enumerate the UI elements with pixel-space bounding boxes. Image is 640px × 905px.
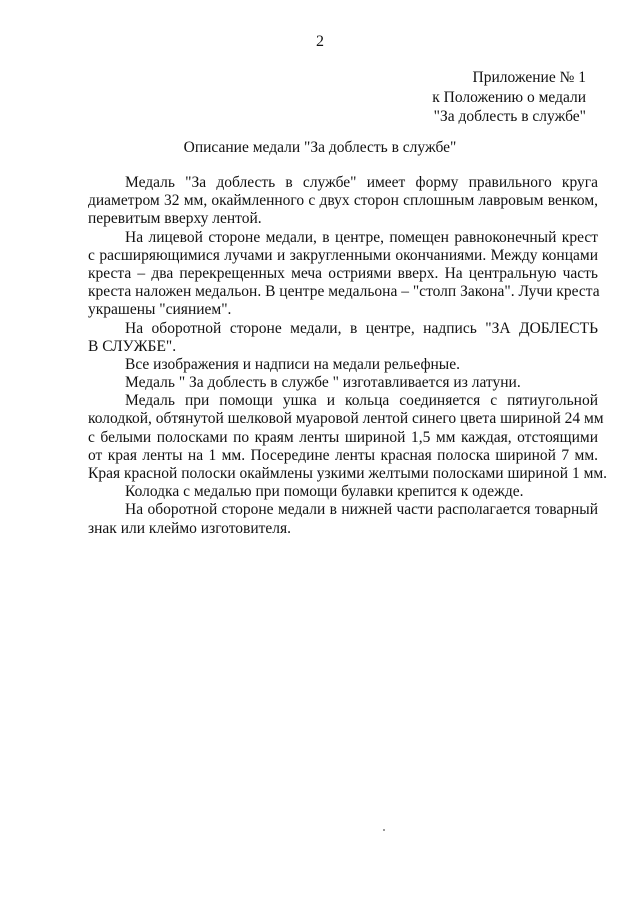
body-line: с расширяющимися лучами и закругленными окончаниями. Между концами: [88, 246, 598, 264]
body-line: Колодка с медалью при помощи булавки крепится к одежде.: [125, 483, 524, 501]
body-line: На оборотной стороне медали в нижней части располагается товарный: [125, 501, 598, 519]
body-line: Медаль " За доблесть в службе " изготавливается из латуни.: [125, 374, 521, 392]
body-line: креста – два перекрещенных меча остриями вверх. На центральную часть: [88, 264, 598, 282]
appendix-line: Приложение № 1: [472, 69, 586, 86]
body-line: На лицевой стороне медали, в центре, помещен равноконечный крест: [125, 228, 598, 246]
body-line: украшены "сиянием".: [88, 301, 232, 319]
body-line: В СЛУЖБЕ".: [88, 337, 177, 355]
body-line: перевитым вверху лентой.: [88, 210, 262, 228]
body-line: знак или клеймо изготовителя.: [88, 519, 292, 537]
body-line: с белыми полосками по краям ленты шириной 1,5 мм каждая, отстоящими: [88, 428, 598, 446]
body-line: Все изображения и надписи на медали рельефные.: [125, 355, 460, 373]
body-line: колодкой, обтянутой шелковой муаровой лентой синего цвета шириной 24 мм: [88, 410, 604, 428]
body-line: На оборотной стороне медали, в центре, надпись "ЗА ДОБЛЕСТЬ: [125, 319, 598, 337]
appendix-line: к Положению о медали: [432, 88, 586, 106]
body-line: креста наложен медальон. В центре медальона – "столп Закона". Лучи креста: [88, 283, 600, 301]
appendix-line: "За доблесть в службе": [433, 108, 586, 125]
body-line: диаметром 32 мм, окаймленного с двух сторон сплошным лавровым венком,: [88, 192, 598, 210]
document-body: [88, 174, 608, 538]
body-line: Края красной полоски окаймлены узкими желтыми полосками шириной 1 мм.: [88, 465, 608, 482]
body-line: Медаль при помощи ушка и кольца соединяется с пятиугольной: [125, 392, 598, 410]
body-line: от края ленты на 1 мм. Посередине ленты красная полоска шириной 7 мм.: [88, 446, 598, 464]
document-title: Описание медали "За доблесть в службе": [183, 139, 457, 156]
page-number: 2: [316, 33, 324, 50]
scan-speck: [383, 829, 385, 831]
body-line: Медаль "За доблесть в службе" имеет форму правильного круга: [125, 174, 598, 191]
appendix-header: [432, 68, 586, 127]
